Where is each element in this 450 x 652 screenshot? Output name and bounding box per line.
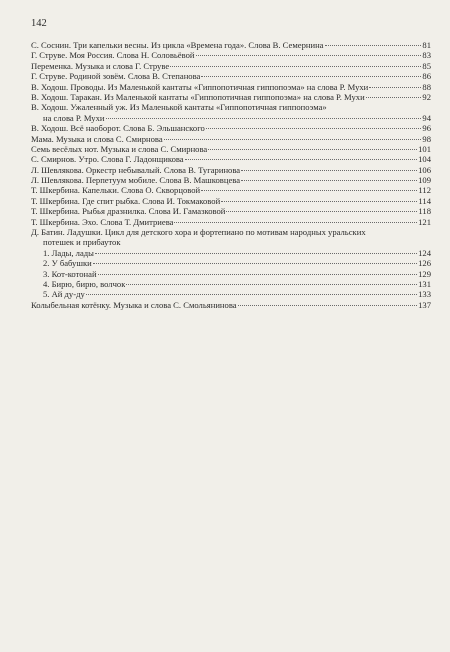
leader-dots	[164, 139, 422, 140]
toc-entry-page: 85	[422, 60, 431, 71]
cycle-item-title: 4. Бирю, бирю, волчок	[43, 279, 126, 290]
cycle-title-line2: потешек и прибауток	[43, 237, 121, 248]
toc-entry-title: Колыбельная котёнку. Музыка и слова С. Смольянинова	[31, 299, 237, 310]
toc-entry-title: Л. Шевлякова. Перпетуум мобиле. Слова В. Машковцева	[31, 175, 241, 186]
toc-entry	[31, 300, 431, 310]
leader-dots	[226, 211, 417, 212]
cycle-title-line1: Д. Батин. Ладушки. Цикл для детского хора и фортепиано по мотивам народных уральских	[31, 227, 366, 238]
table-of-contents	[31, 40, 431, 310]
cycle-item-page: 129	[418, 268, 431, 279]
toc-entry-title: Т. Шкербина. Эхо. Слова Т. Дмитриева	[31, 216, 174, 227]
leader-dots	[185, 159, 417, 160]
toc-entry-title: Т. Шкербина. Рыбья дразнилка. Слова И. Гамазковой	[31, 206, 226, 217]
toc-entry-page: 83	[422, 50, 431, 61]
toc-entry-page: 112	[418, 185, 431, 196]
toc-entry-title: Т. Шкербина. Капельки. Слова О. Скворцовой	[31, 185, 201, 196]
cycle-item	[31, 279, 431, 289]
toc-entry-title: В. Ходош. Ужаленный уж. Из Маленькой кантаты «Гиппопотичная гиппопоэма»	[31, 102, 327, 113]
toc-entry-page: 94	[422, 112, 431, 123]
leader-dots	[201, 76, 421, 77]
toc-entry	[31, 71, 431, 81]
toc-entry	[31, 154, 431, 164]
toc-entry	[31, 123, 431, 133]
toc-entry-title: Г. Струве. Родиной зовём. Слова В. Степанова	[31, 71, 201, 82]
toc-entry	[31, 92, 431, 102]
leader-dots	[241, 180, 417, 181]
toc-entry-page: 88	[422, 81, 431, 92]
cycle-item-page: 124	[418, 247, 431, 258]
toc-entry-page: 81	[422, 40, 431, 50]
toc-entry-title: Л. Шевлякова. Оркестр небывалый. Слова В. Тугаринова	[31, 164, 241, 175]
leader-dots	[325, 45, 422, 46]
toc-entry	[31, 206, 431, 216]
cycle-item-page: 126	[418, 258, 431, 269]
toc-entry-page: 106	[418, 164, 431, 175]
cycle-item	[31, 269, 431, 279]
leader-dots	[201, 190, 417, 191]
toc-entry-title-cont: на слова Р. Мухи	[43, 112, 105, 123]
leader-dots	[206, 128, 422, 129]
leader-dots	[366, 97, 422, 98]
toc-entry-title: Семь весёлых нот. Музыка и слова С. Смирнова	[31, 143, 208, 154]
toc-entry-page: 114	[418, 195, 431, 206]
toc-entry-page: 92	[422, 91, 431, 102]
toc-entry	[31, 50, 431, 60]
toc-entry-page: 101	[418, 143, 431, 154]
toc-entry-page: 98	[422, 133, 431, 144]
cycle-item-title: 3. Кот-котонай	[43, 268, 97, 279]
toc-entry	[31, 175, 431, 185]
toc-entry-title: Переменка. Музыка и слова Г. Струве	[31, 60, 170, 71]
cycle-item-title: 2. У бабушки	[43, 258, 92, 269]
leader-dots	[208, 149, 417, 150]
toc-entry	[31, 196, 431, 206]
leader-dots	[170, 66, 421, 67]
cycle-item	[31, 248, 431, 258]
toc-entry-page: 104	[418, 154, 431, 165]
toc-entry	[31, 144, 431, 154]
toc-entry-title: В. Ходош. Таракан. Из Маленькой кантаты «Гиппопотичная гиппопоэма» на слова Р. Мухи	[31, 91, 365, 102]
toc-entry	[31, 102, 431, 123]
toc-entry	[31, 134, 431, 144]
toc-entry-title: В. Ходош. Проводы. Из Маленькой кантаты «Гиппопотичная гиппопоэма» на слова Р. Мухи	[31, 81, 369, 92]
leader-dots	[98, 274, 418, 275]
toc-entry-continuation	[31, 113, 431, 123]
leader-dots	[241, 170, 417, 171]
leader-dots	[196, 55, 422, 56]
toc-entry	[31, 61, 431, 71]
leader-dots	[86, 294, 417, 295]
toc-entry-title: Мама. Музыка и слова С. Смирнова	[31, 133, 163, 144]
cycle-item-page: 131	[418, 279, 431, 290]
toc-entry-page: 96	[422, 123, 431, 134]
toc-entry-page: 121	[418, 216, 431, 227]
cycle-item-title: 5. Ай ду-ду	[43, 289, 85, 300]
toc-entry-title: В. Ходош. Всё наоборот. Слова Б. Эльшанского	[31, 123, 205, 134]
toc-entry-title: Г. Струве. Моя Россия. Слова Н. Соловьёвой	[31, 50, 195, 61]
toc-entry-page: 86	[422, 71, 431, 82]
cycle-item	[31, 289, 431, 299]
leader-dots	[93, 263, 417, 264]
toc-entry-title: С. Смирнов. Утро. Слова Г. Ладонщикова	[31, 154, 184, 165]
toc-entry-page: 118	[418, 206, 431, 217]
toc-entry-page: 109	[418, 175, 431, 186]
page-number: 142	[31, 18, 47, 29]
toc-entry	[31, 165, 431, 175]
leader-dots	[238, 305, 418, 306]
leader-dots	[106, 118, 422, 119]
toc-cycle-heading	[31, 227, 431, 248]
cycle-item-page: 133	[418, 289, 431, 300]
toc-entry	[31, 185, 431, 195]
leader-dots	[174, 222, 417, 223]
leader-dots	[221, 201, 417, 202]
toc-entry-title: С. Соснин. Три капельки весны. Из цикла «Времена года». Слова В. Семернина	[31, 40, 324, 50]
toc-entry	[31, 217, 431, 227]
cycle-item-title: 1. Лады, лады	[43, 247, 94, 258]
leader-dots	[126, 284, 417, 285]
leader-dots	[369, 87, 421, 88]
leader-dots	[95, 253, 417, 254]
toc-entry	[31, 40, 431, 50]
cycle-item	[31, 258, 431, 268]
toc-entry-page: 137	[418, 299, 431, 310]
toc-entry	[31, 82, 431, 92]
toc-entry-title: Т. Шкербина. Где спит рыбка. Слова И. Токмаковой	[31, 195, 221, 206]
